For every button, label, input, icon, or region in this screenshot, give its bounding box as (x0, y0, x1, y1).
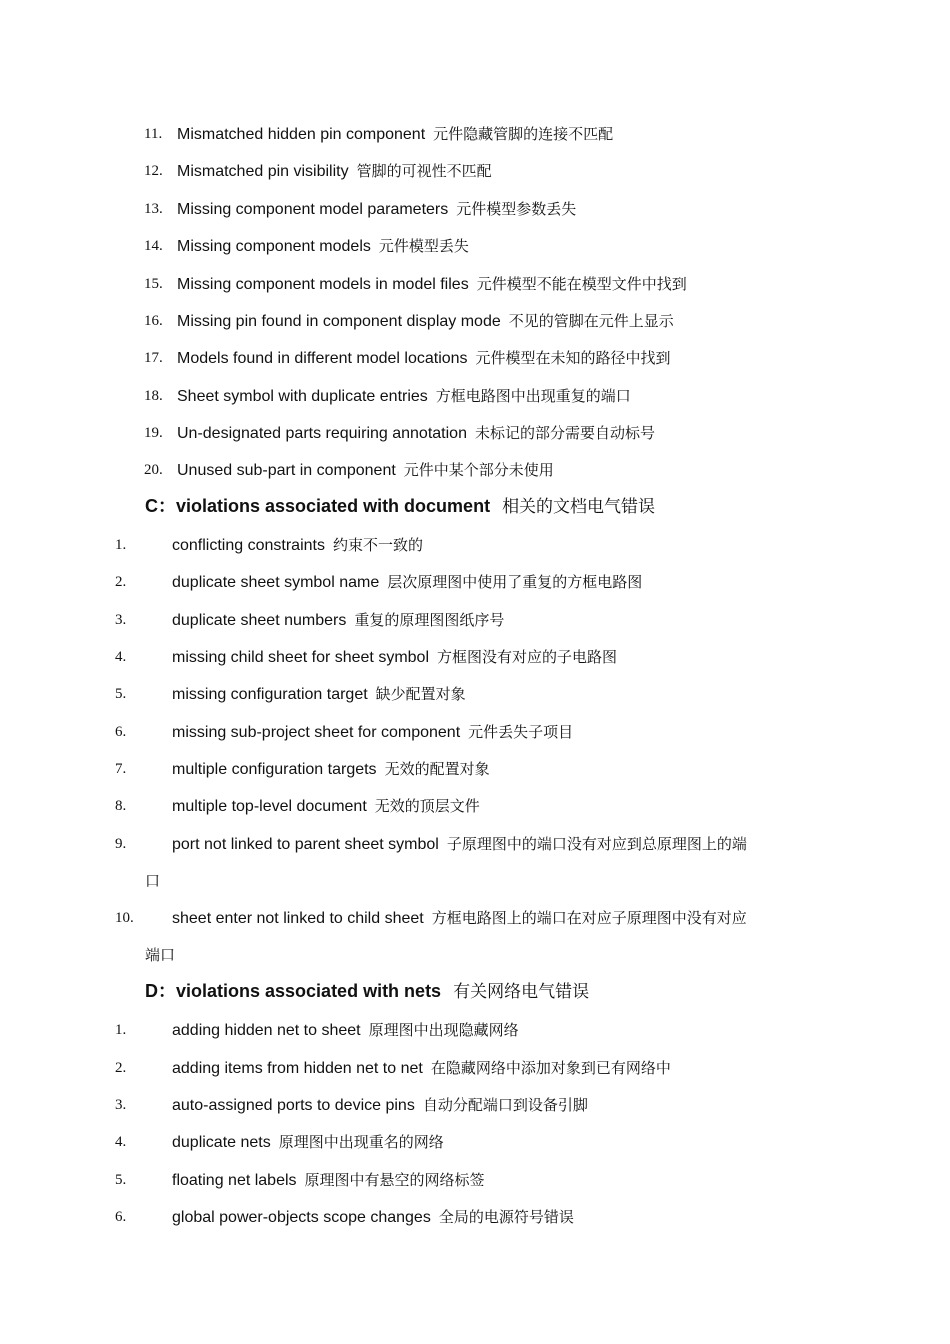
item-chinese: 元件丢失子项目 (468, 723, 574, 741)
item-number: 4. (115, 1134, 127, 1150)
item-english: missing sub-project sheet for component (172, 724, 461, 741)
list-item-continuation (0, 868, 950, 894)
section-heading-chinese: 有关网络电气错误 (453, 982, 590, 1002)
item-number: 3. (115, 1097, 127, 1113)
item-number: 20. (144, 462, 163, 478)
item-number: 1. (115, 1022, 127, 1038)
item-english: Missing component model parameters (177, 201, 449, 218)
item-english: duplicate nets (172, 1134, 271, 1151)
list-item (0, 121, 950, 147)
item-english: duplicate sheet numbers (172, 612, 347, 629)
item-english: auto-assigned ports to device pins (172, 1097, 415, 1114)
item-number: 15. (144, 276, 163, 292)
list-item (0, 196, 950, 222)
item-chinese: 方框电路图上的端口在对应子原理图中没有对应 (431, 909, 747, 927)
item-number: 7. (115, 761, 127, 777)
item-number: 19. (144, 425, 163, 441)
item-number: 14. (144, 238, 163, 254)
item-number: 11. (144, 126, 163, 142)
item-chinese: 原理图中出现重名的网络 (278, 1133, 444, 1151)
item-chinese: 方框图没有对应的子电路图 (437, 648, 618, 666)
item-english: adding items from hidden net to net (172, 1060, 423, 1077)
list-item (0, 569, 950, 595)
item-english: sheet enter not linked to child sheet (172, 910, 424, 927)
item-english: adding hidden net to sheet (172, 1022, 361, 1039)
item-number: 9. (115, 836, 127, 852)
item-chinese: 无效的顶层文件 (374, 797, 480, 815)
item-english: duplicate sheet symbol name (172, 574, 380, 591)
list-item (0, 308, 950, 334)
section-heading-english: C：violations associated with document (145, 496, 491, 516)
item-english: port not linked to parent sheet symbol (172, 836, 439, 853)
list-item (0, 420, 950, 446)
item-english: multiple configuration targets (172, 761, 377, 778)
item-chinese: 无效的配置对象 (384, 760, 490, 778)
section-heading-english: D：violations associated with nets (145, 981, 442, 1001)
item-continuation: 端口 (145, 946, 176, 964)
item-chinese: 元件模型丢失 (378, 237, 469, 255)
list-item (0, 607, 950, 633)
item-english: Missing component models in model files (177, 276, 469, 293)
item-number: 17. (144, 350, 163, 366)
item-chinese: 未标记的部分需要自动标号 (474, 424, 655, 442)
item-number: 12. (144, 163, 163, 179)
item-number: 13. (144, 201, 163, 217)
item-chinese: 全局的电源符号错误 (438, 1208, 574, 1226)
list-item (0, 457, 950, 483)
item-number: 5. (115, 1172, 127, 1188)
item-chinese: 层次原理图中使用了重复的方框电路图 (387, 573, 643, 591)
item-number: 4. (115, 649, 127, 665)
list-item (0, 644, 950, 670)
list-item (0, 1167, 950, 1193)
item-chinese: 原理图中出现隐藏网络 (368, 1021, 519, 1039)
item-number: 6. (115, 724, 127, 740)
item-chinese: 不见的管脚在元件上显示 (508, 312, 674, 330)
item-english: floating net labels (172, 1172, 297, 1189)
item-number: 2. (115, 574, 127, 590)
item-number: 18. (144, 388, 163, 404)
item-number: 10. (115, 910, 134, 926)
list-item (0, 681, 950, 707)
list-item (0, 831, 950, 857)
item-number: 2. (115, 1060, 127, 1076)
item-chinese: 元件模型不能在模型文件中找到 (476, 275, 687, 293)
item-chinese: 管脚的可视性不匹配 (356, 162, 492, 180)
item-english: multiple top-level document (172, 798, 367, 815)
item-chinese: 原理图中有悬空的网络标签 (304, 1171, 485, 1189)
list-item (0, 756, 950, 782)
item-number: 8. (115, 798, 127, 814)
item-english: Mismatched hidden pin component (177, 126, 426, 143)
list-item (0, 233, 950, 259)
item-chinese: 在隐藏网络中添加对象到已有网络中 (430, 1059, 671, 1077)
item-number: 16. (144, 313, 163, 329)
list-item (0, 1055, 950, 1081)
list-item (0, 793, 950, 819)
list-item (0, 905, 950, 931)
item-english: Missing component models (177, 238, 371, 255)
item-chinese: 子原理图中的端口没有对应到总原理图上的端 (446, 835, 747, 853)
item-chinese: 方框电路图中出现重复的端口 (435, 387, 631, 405)
item-chinese: 缺少配置对象 (375, 685, 466, 703)
item-chinese: 重复的原理图图纸序号 (354, 611, 505, 629)
section-heading (0, 977, 950, 1005)
item-english: Sheet symbol with duplicate entries (177, 388, 428, 405)
item-english: Un-designated parts requiring annotation (177, 425, 467, 442)
item-english: global power-objects scope changes (172, 1209, 431, 1226)
item-chinese: 自动分配端口到设备引脚 (422, 1096, 588, 1114)
item-chinese: 元件模型参数丢失 (456, 200, 577, 218)
item-chinese: 元件模型在未知的路径中找到 (475, 349, 671, 367)
list-item (0, 1017, 950, 1043)
item-english: missing child sheet for sheet symbol (172, 649, 429, 666)
item-english: Models found in different model locations (177, 350, 468, 367)
list-item-continuation (0, 942, 950, 968)
item-chinese: 元件中某个部分未使用 (403, 461, 554, 479)
item-english: missing configuration target (172, 686, 368, 703)
item-chinese: 约束不一致的 (332, 536, 423, 554)
list-item (0, 532, 950, 558)
item-english: Unused sub-part in component (177, 462, 396, 479)
item-number: 1. (115, 537, 127, 553)
item-number: 6. (115, 1209, 127, 1225)
list-item (0, 1129, 950, 1155)
list-item (0, 1204, 950, 1230)
item-chinese: 元件隐藏管脚的连接不匹配 (433, 125, 614, 143)
list-item (0, 345, 950, 371)
list-item (0, 271, 950, 297)
section-heading-chinese: 相关的文档电气错误 (502, 497, 656, 517)
item-english: conflicting constraints (172, 537, 325, 554)
section-heading (0, 492, 950, 520)
item-english: Mismatched pin visibility (177, 163, 349, 180)
list-item (0, 719, 950, 745)
item-continuation: 口 (145, 872, 161, 890)
list-item (0, 158, 950, 184)
item-number: 3. (115, 612, 127, 628)
item-english: Missing pin found in component display mode (177, 313, 501, 330)
list-item (0, 1092, 950, 1118)
list-item (0, 383, 950, 409)
item-number: 5. (115, 686, 127, 702)
